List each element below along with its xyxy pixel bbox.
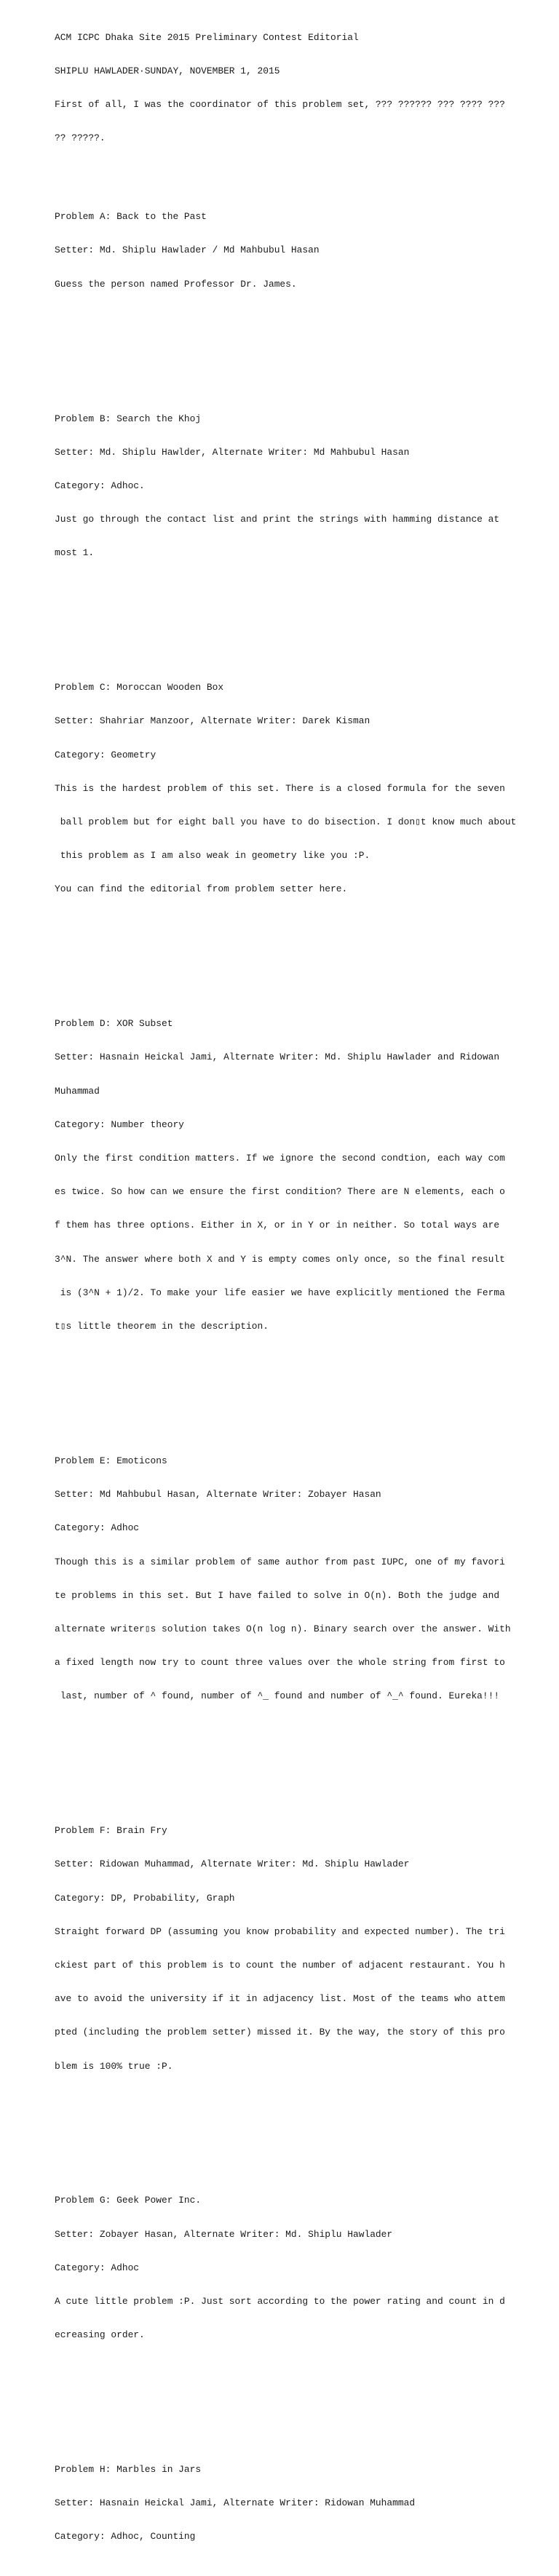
problem-title: Problem C: Moroccan Wooden Box: [55, 682, 224, 693]
problem-d-section: [55, 995, 550, 1354]
problem-setter: Setter: Md Mahbubul Hasan, Alternate Writer: Zobayer Hasan: [55, 1489, 381, 1500]
problem-a-section: [55, 188, 550, 311]
problem-text: This is the hardest problem of this set. There is a closed formula for the seven: [55, 782, 505, 794]
problem-setter: Muhammad: [55, 1085, 100, 1097]
paragraph-gap: [55, 2117, 550, 2128]
problem-title: Problem D: XOR Subset: [55, 1018, 173, 1030]
problem-f-section: [55, 1802, 550, 2094]
problem-category: Category: DP, Probability, Graph: [55, 1892, 235, 1904]
problem-text: ecreasing order.: [55, 2329, 145, 2341]
problem-category: Category: Adhoc, Counting: [55, 2531, 196, 2543]
problem-title: Problem F: Brain Fry: [55, 1825, 167, 1837]
problem-text: f them has three options. Either in X, or in Y or in neither. So total ways are: [55, 1220, 500, 1231]
problem-text: te problems in this set. But I have failed to solve in O(n). Both the judge and: [55, 1589, 500, 1601]
problem-text: a fixed length now try to count three values over the whole string from first to: [55, 1657, 505, 1669]
problem-setter: Setter: Hasnain Heickal Jami, Alternate Writer: Ridowan Muhammad: [55, 2497, 416, 2509]
editorial-document: [55, 9, 550, 2576]
problem-g-section: [55, 2173, 550, 2364]
problem-text: You can find the editorial from problem setter here.: [55, 883, 348, 895]
paragraph-gap: [55, 335, 550, 346]
problem-text: ckiest part of this problem is to count the number of adjacent restaurant. You h: [55, 1959, 505, 1971]
problem-text: pted (including the problem setter) missed it. By the way, the story of this pro: [55, 2027, 505, 2038]
problem-setter: Setter: Md. Shiplu Hawlder, Alternate Writer: Md Mahbubul Hasan: [55, 446, 410, 458]
problem-category: Category: Geometry: [55, 749, 156, 760]
problem-text: Guess the person named Professor Dr. James.: [55, 278, 297, 290]
problem-h-section: [55, 2441, 550, 2564]
problem-setter: Setter: Md. Shiplu Hawlader / Md Mahbubul Hasan: [55, 245, 320, 256]
problem-text: alternate writer▯s solution takes O(n log n). Binary search over the answer. With: [55, 1623, 511, 1634]
problem-c-section: [55, 659, 550, 917]
problem-setter: Setter: Zobayer Hasan, Alternate Writer: Md. Shiplu Hawlader: [55, 2228, 393, 2240]
problem-category: Category: Adhoc: [55, 2262, 140, 2273]
problem-title: Problem H: Marbles in Jars: [55, 2464, 202, 2476]
problem-text: A cute little problem :P. Just sort according to the power rating and count in d: [55, 2296, 505, 2307]
problem-text: is (3^N + 1)/2. To make your life easier we have explicitly mentioned the Ferma: [55, 1287, 505, 1298]
problem-title: Problem G: Geek Power Inc.: [55, 2195, 202, 2206]
problem-text: Though this is a similar problem of same author from past IUPC, one of my favori: [55, 1556, 505, 1567]
document-title: ACM ICPC Dhaka Site 2015 Preliminary Contest Editorial: [55, 31, 359, 43]
paragraph-gap: [55, 939, 550, 950]
problem-text: most 1.: [55, 547, 95, 559]
paragraph-gap: [55, 1746, 550, 1757]
problem-e-section: [55, 1433, 550, 1724]
problem-text: Only the first condition matters. If we ignore the second condtion, each way com: [55, 1153, 505, 1164]
byline: SHIPLU HAWLADER·SUNDAY, NOVEMBER 1, 2015: [55, 65, 280, 77]
paragraph-gap: [55, 2385, 550, 2396]
paragraph-gap: [55, 1377, 550, 1388]
intro-line: ?? ?????.: [55, 132, 106, 144]
problem-text: ball problem but for eight ball you have to do bisection. I don▯t know much about: [55, 816, 517, 827]
problem-text: blem is 100% true :P.: [55, 2060, 173, 2072]
problem-text: 3^N. The answer where both X and Y is empty comes only once, so the final result: [55, 1253, 505, 1265]
problem-text: t▯s little theorem in the description.: [55, 1321, 269, 1332]
problem-category: Category: Number theory: [55, 1118, 184, 1130]
problem-b-section: [55, 391, 550, 581]
problem-setter: Setter: Shahriar Manzoor, Alternate Writer: Darek Kisman: [55, 715, 370, 727]
problem-title: Problem A: Back to the Past: [55, 211, 207, 223]
intro-line: First of all, I was the coordinator of this problem set, ??? ?????? ??? ???? ???: [55, 99, 505, 111]
problem-text: Straight forward DP (assuming you know probability and expected number). The tri: [55, 1925, 505, 1937]
problem-setter: Setter: Ridowan Muhammad, Alternate Writer: Md. Shiplu Hawlader: [55, 1859, 410, 1870]
problem-title: Problem E: Emoticons: [55, 1455, 167, 1466]
problem-category: Category: Adhoc.: [55, 480, 145, 491]
problem-setter: Setter: Hasnain Heickal Jami, Alternate Writer: Md. Shiplu Hawlader and Ridowan: [55, 1052, 500, 1063]
problem-text: Just go through the contact list and print the strings with hamming distance at: [55, 514, 500, 525]
problem-text: last, number of ^ found, number of ^_ found and number of ^_^ found. Eureka!!!: [55, 1690, 500, 1702]
paragraph-gap: [55, 603, 550, 614]
problem-text: this problem as I am also weak in geometry like you :P.: [55, 850, 370, 862]
problem-category: Category: Adhoc: [55, 1522, 140, 1534]
problem-title: Problem B: Search the Khoj: [55, 413, 202, 424]
problem-text: es twice. So how can we ensure the first condition? There are N elements, each o: [55, 1186, 505, 1198]
problem-text: ave to avoid the university if it in adjacency list. Most of the teams who attem: [55, 1993, 505, 2005]
